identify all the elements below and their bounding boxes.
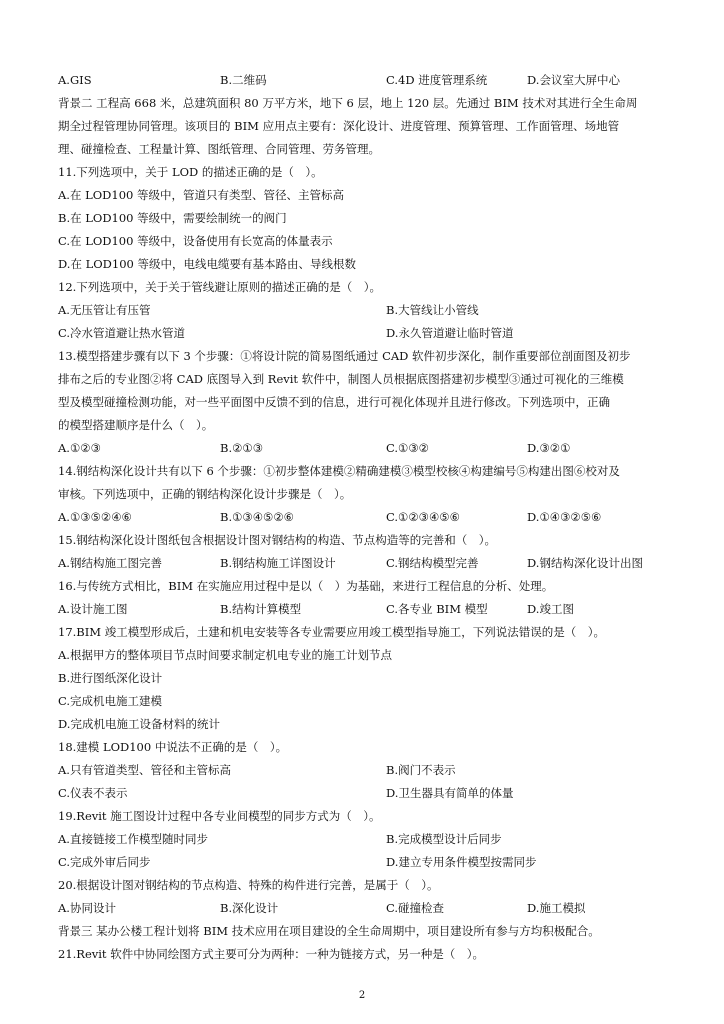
q20-option-b: B.深化设计: [220, 901, 279, 915]
q12-option-a: A.无压管让有压管: [58, 303, 151, 317]
q10-option-b: B.二维码: [220, 73, 267, 87]
q19-option-b: B.完成模型设计后同步: [386, 832, 502, 846]
q12-stem: 12.下列选项中，关于关于管线避让原则的描述正确的是（ ）。: [58, 280, 382, 294]
q18-option-c: C.仪表不表示: [58, 786, 128, 800]
q11-option-b: B.在 LOD100 等级中，需要绘制统一的阀门: [58, 211, 287, 225]
q17-option-c: C.完成机电施工建模: [58, 694, 163, 708]
q10-option-c: C.4D 进度管理系统: [386, 73, 488, 87]
q16-option-b: B.结构计算模型: [220, 602, 302, 616]
q17-stem: 17.BIM 竣工模型形成后，土建和机电安装等各专业需要应用竣工模型指导施工，下列说法错误的是（ ）。: [58, 625, 605, 639]
q20-stem: 20.根据设计图对钢结构的节点构造、特殊的构件进行完善，是属于（ ）。: [58, 878, 439, 892]
q19-stem: 19.Revit 施工图设计过程中各专业间模型的同步方式为（ ）。: [58, 809, 381, 823]
q20-option-a: A.协同设计: [58, 901, 116, 915]
q18-option-a: A.只有管道类型、管径和主管标高: [58, 763, 231, 777]
q11-stem: 11.下列选项中，关于 LOD 的描述正确的是（ ）。: [58, 165, 323, 179]
q15-option-c: C.钢结构模型完善: [386, 556, 479, 570]
q13-stem-line: 排布之后的专业图②将 CAD 底图导入到 Revit 软件中，制图人员根据底图搭建初步模型③通过可视化的三维模: [58, 372, 624, 386]
q13-option-a: A.①②③: [58, 441, 101, 455]
q18-stem: 18.建模 LOD100 中说法不正确的是（ ）。: [58, 740, 288, 754]
q21-stem: 21.Revit 软件中协同绘图方式主要可分为两种：一种为链接方式，另一种是（ ）。: [58, 947, 484, 961]
q14-option-c: C.①②③④⑤⑥: [386, 510, 460, 524]
q14-option-b: B.①③④⑤②⑥: [220, 510, 294, 524]
q19-option-a: A.直接链接工作模型随时同步: [58, 832, 208, 846]
page-number: 2: [358, 990, 366, 1001]
q13-option-d: D.③②①: [527, 441, 571, 455]
background-2-line: 期全过程管理协同管理。该项目的 BIM 应用点主要有：深化设计、进度管理、预算管理、工作面管理、场地管: [58, 119, 620, 133]
q16-option-d: D.竣工图: [527, 602, 574, 616]
background-3: 背景三 某办公楼工程计划将 BIM 技术应用在项目建设的全生命周期中，项目建设所有参与方均积极配合。: [58, 924, 600, 938]
q10-option-d: D.会议室大屏中心: [527, 73, 620, 87]
q16-option-a: A.设计施工图: [58, 602, 128, 616]
background-2-line: 背景二 工程高 668 米，总建筑面积 80 万平方米，地下 6 层，地上 120 层。先通过 BIM 技术对其进行全生命周: [58, 96, 638, 110]
q14-option-a: A.①③⑤②④⑥: [58, 510, 132, 524]
q11-option-c: C.在 LOD100 等级中，设备使用有长宽高的体量表示: [58, 234, 333, 248]
q18-option-d: D.卫生器具有简单的体量: [386, 786, 514, 800]
q20-option-c: C.碰撞检查: [386, 901, 445, 915]
q13-option-c: C.①③②: [386, 441, 429, 455]
q12-option-b: B.大管线让小管线: [386, 303, 479, 317]
q17-option-d: D.完成机电施工设备材料的统计: [58, 717, 220, 731]
q20-option-d: D.施工模拟: [527, 901, 586, 915]
q17-option-b: B.进行图纸深化设计: [58, 671, 163, 685]
q12-option-c: C.冷水管道避让热水管道: [58, 326, 186, 340]
q13-stem-line: 13.模型搭建步骤有以下 3 个步骤：①将设计院的简易图纸通过 CAD 软件初步深化，制作重要部位剖面图及初步: [58, 349, 631, 363]
background-2-line: 理、碰撞检查、工程量计算、图纸管理、合同管理、劳务管理。: [58, 142, 380, 156]
q13-stem-line: 的模型搭建顺序是什么（ ）。: [58, 418, 214, 432]
q16-stem: 16.与传统方式相比，BIM 在实施应用过程中是以（ ）为基础，来进行工程信息的分析、处理。: [58, 579, 554, 593]
q18-option-b: B.阀门不表示: [386, 763, 456, 777]
q15-option-a: A.钢结构施工图完善: [58, 556, 162, 570]
q19-option-c: C.完成外审后同步: [58, 855, 151, 869]
q12-option-d: D.永久管道避让临时管道: [386, 326, 514, 340]
q17-option-a: A.根据甲方的整体项目节点时间要求制定机电专业的施工计划节点: [58, 648, 392, 662]
q14-option-d: D.①④③②⑤⑥: [527, 510, 602, 524]
q15-option-b: B.钢结构施工详图设计: [220, 556, 336, 570]
q16-option-c: C.各专业 BIM 模型: [386, 602, 488, 616]
q14-stem-line: 14.钢结构深化设计共有以下 6 个步骤：①初步整体建模②精确建模③模型校核④构建编号⑤构建出图⑥校对及: [58, 464, 620, 478]
q10-option-a: A.GIS: [58, 73, 92, 87]
q11-option-a: A.在 LOD100 等级中，管道只有类型、管径、主管标高: [58, 188, 345, 202]
q15-stem: 15.钢结构深化设计图纸包含根据设计图对钢结构的构造、节点构造等的完善和（ ）。: [58, 533, 497, 547]
q19-option-d: D.建立专用条件模型按需同步: [386, 855, 537, 869]
q13-option-b: B.②①③: [220, 441, 264, 455]
q13-stem-line: 型及模型碰撞检测功能，对一些平面图中反馈不到的信息，进行可视化体现并且进行修改。下列选项中，正确: [58, 395, 610, 409]
q11-option-d: D.在 LOD100 等级中，电线电缆要有基本路由、导线根数: [58, 257, 357, 271]
q14-stem-line: 审核。下列选项中，正确的钢结构深化设计步骤是（ ）。: [58, 487, 352, 501]
q15-option-d: D.钢结构深化设计出图: [527, 556, 643, 570]
